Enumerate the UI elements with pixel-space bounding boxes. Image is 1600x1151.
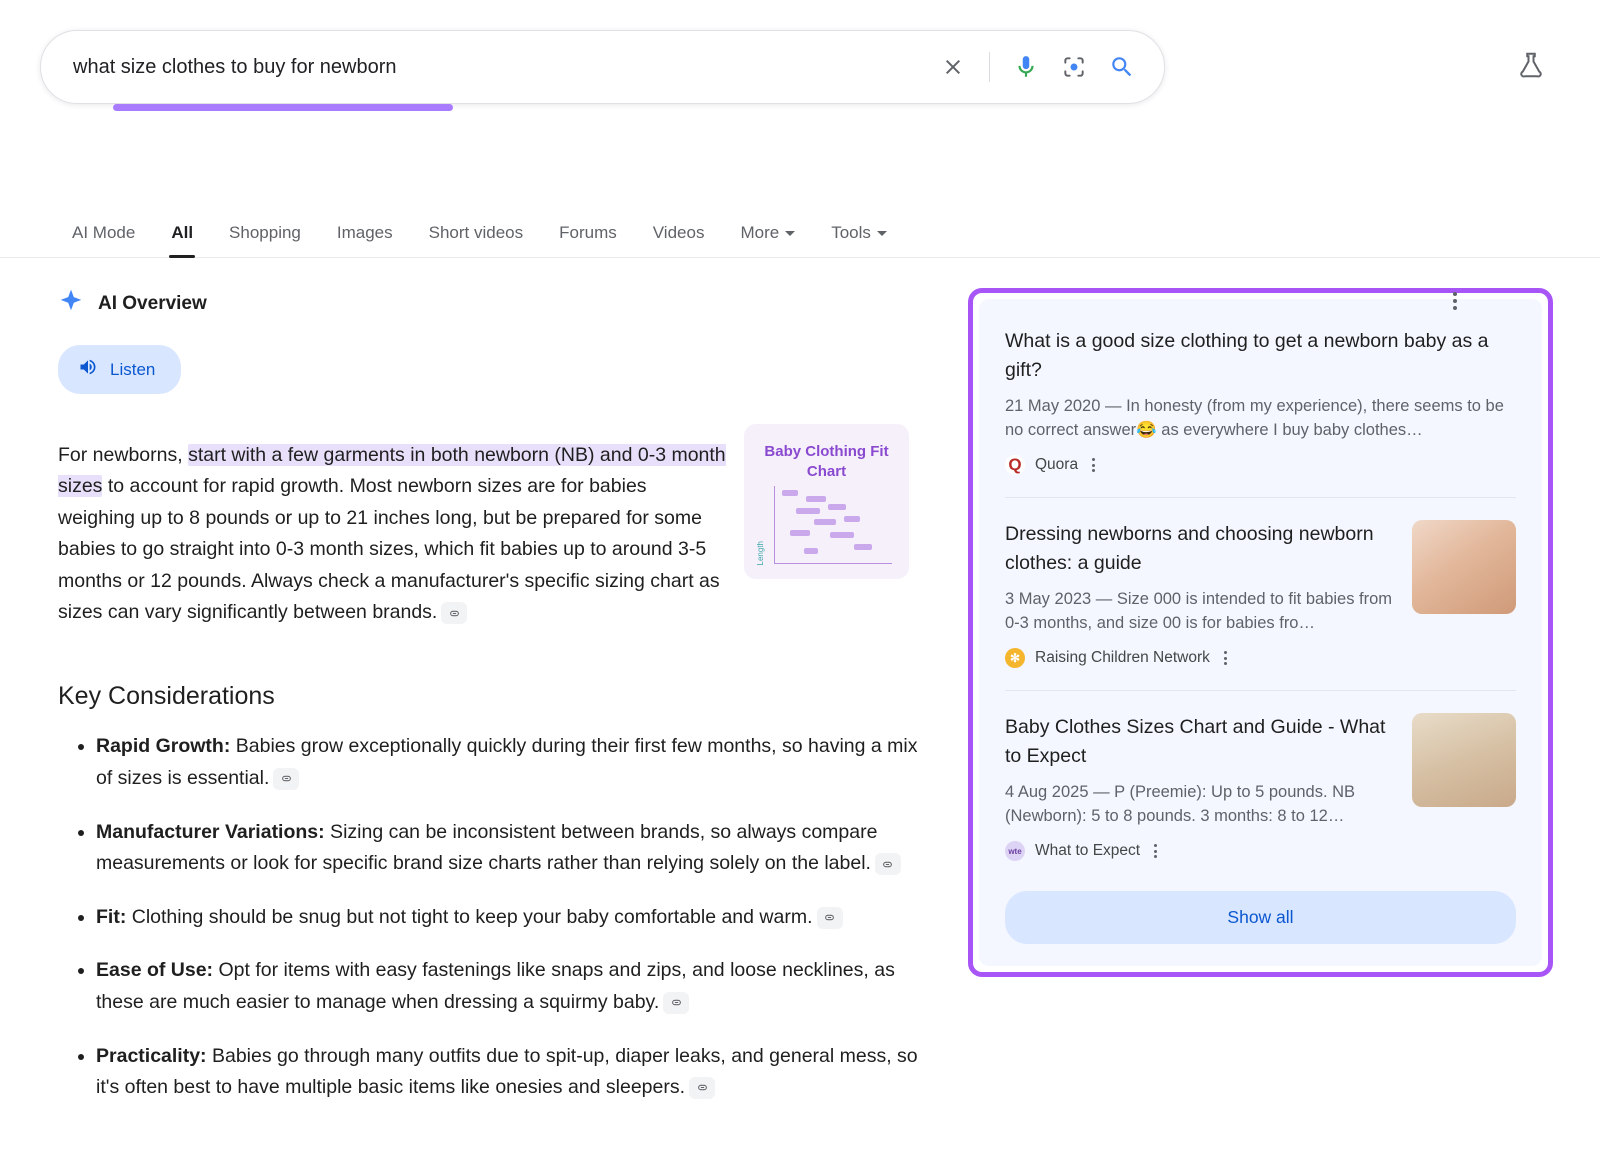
source-link-icon[interactable] [817, 907, 843, 929]
top-bar [0, 0, 1600, 180]
key-considerations-list [58, 731, 918, 1103]
list-item [96, 902, 918, 934]
source-footer [1005, 455, 1516, 475]
consideration-term: Manufacturer Variations: [96, 820, 325, 843]
list-item[interactable] [1005, 690, 1516, 883]
list-item[interactable] [1005, 497, 1516, 690]
source-more-options-icon[interactable] [1150, 842, 1161, 860]
tab-label: Short videos [428, 223, 524, 242]
tab-short-videos[interactable] [415, 223, 538, 257]
list-item[interactable] [1005, 327, 1516, 497]
listen-button[interactable] [58, 345, 181, 394]
paragraph-rest: to account for rapid growth. Most newborn sizes are for babies weighing up to 8 pounds or up to 21 inches long, but be prepared for some babies to go straight into 0-3 month sizes, which fit babies up to around 3-5 months or 12 pounds. Always check a manufacturer's specific sizing chart as sizes can vary significantly between brands. [58, 475, 720, 624]
ai-overview-more-options-icon[interactable] [1444, 290, 1466, 312]
thumbnail-datapoint [806, 496, 826, 502]
source-link-icon[interactable] [273, 768, 299, 790]
key-considerations-heading: Key Considerations [58, 682, 275, 711]
thumbnail-datapoint [782, 490, 798, 496]
consideration-term: Ease of Use: [96, 959, 214, 982]
consideration-term: Fit: [96, 905, 127, 928]
thumbnail-datapoint [854, 544, 872, 550]
source-more-options-icon[interactable] [1220, 649, 1231, 667]
source-snippet: 21 May 2020 — In honesty (from my experience), there seems to be no correct answer😂 as everywhere I buy baby clothes… [1005, 396, 1504, 440]
tab-label: Tools [831, 223, 871, 242]
sources-panel [979, 299, 1542, 966]
quora-favicon-icon: Q [1005, 455, 1025, 475]
paragraph-lead: For newborns, [58, 443, 189, 466]
chevron-down-icon [785, 231, 795, 236]
tab-label: Videos [652, 223, 705, 242]
source-site-name: Quora [1035, 456, 1079, 473]
consideration-text: Clothing should be snug but not tight to keep your baby comfortable and warm. [126, 905, 813, 928]
thumbnail-axis-line [774, 563, 892, 564]
search-icon[interactable] [1098, 43, 1146, 91]
ai-overview-title: AI Overview [98, 292, 207, 314]
consideration-term: Practicality: [96, 1044, 207, 1067]
show-all-button[interactable]: Show all [1005, 891, 1516, 944]
lens-camera-icon[interactable] [1050, 43, 1098, 91]
list-item [96, 731, 918, 794]
source-link-icon[interactable] [663, 992, 689, 1014]
list-item [96, 817, 918, 880]
what-to-expect-favicon-icon: wte [1005, 841, 1025, 861]
tab-label: More [740, 223, 780, 242]
tab-ai-mode[interactable] [58, 223, 149, 257]
source-link-icon[interactable] [875, 853, 901, 875]
tab-videos[interactable] [639, 223, 719, 257]
search-divider [989, 52, 990, 82]
thumbnail-datapoint [830, 532, 854, 538]
tab-label: Forums [559, 223, 617, 242]
source-body [1005, 327, 1516, 475]
search-underline-highlight [113, 104, 453, 111]
tab-forums[interactable] [545, 223, 631, 257]
ai-paragraph-row [58, 420, 958, 648]
thumbnail-datapoint [814, 519, 836, 525]
source-snippet: 3 May 2023 — Size 000 is intended to fit babies from 0-3 months, and size 00 is for babies fro… [1005, 589, 1393, 633]
thumbnail-y-axis-label: Length [756, 540, 765, 565]
source-snippet: 4 Aug 2025 — P (Preemie): Up to 5 pounds. NB (Newborn): 5 to 8 pounds. 3 months: 8 to 12… [1005, 782, 1356, 826]
ai-overview-paragraph [58, 440, 728, 629]
thumbnail-datapoint [790, 530, 810, 536]
source-site-name: What to Expect [1035, 842, 1141, 859]
consideration-text: Sizing can be inconsistent between brands, so always compare measurements or look for specific brand size charts rather than relying solely on the label. [96, 820, 878, 875]
source-title[interactable]: What is a good size clothing to get a newborn baby as a gift? [1005, 330, 1489, 382]
paragraph-highlight: start with a few garments in both newborn (NB) and 0-3 month sizes [58, 443, 726, 498]
thumbnail-datapoint [844, 516, 860, 522]
sources-column [958, 288, 1558, 1126]
source-footer [1005, 841, 1396, 861]
source-title[interactable]: Dressing newborns and choosing newborn clothes: a guide [1005, 523, 1374, 575]
thumbnail-axis-line [774, 486, 775, 564]
voice-search-icon[interactable] [1002, 43, 1050, 91]
speaker-icon [78, 357, 98, 382]
ai-overview-column [58, 288, 958, 1126]
consideration-text: Babies grow exceptionally quickly during their first few months, so having a mix of sizes is essential. [96, 735, 918, 790]
ai-overview-header [58, 288, 1528, 319]
tab-shopping[interactable] [215, 223, 315, 257]
tab-all[interactable] [157, 223, 207, 257]
thumbnail-title: Baby Clothing Fit Chart [764, 443, 889, 480]
clear-icon[interactable] [929, 43, 977, 91]
search-box[interactable] [40, 30, 1165, 104]
search-input[interactable] [41, 56, 929, 79]
source-body [1005, 520, 1396, 668]
source-more-options-icon[interactable] [1088, 456, 1099, 474]
source-link-icon[interactable] [689, 1077, 715, 1099]
raising-children-favicon-icon: ✻ [1005, 648, 1025, 668]
source-link-icon[interactable] [441, 602, 467, 624]
tab-label: Shopping [229, 223, 301, 242]
consideration-term: Rapid Growth: [96, 735, 231, 758]
list-item [96, 1041, 918, 1104]
tab-label: AI Mode [72, 223, 136, 242]
sources-panel-outline [968, 288, 1553, 977]
listen-label: Listen [110, 359, 156, 379]
list-item [96, 955, 918, 1018]
source-thumbnail-image[interactable] [1412, 713, 1516, 807]
labs-flask-icon[interactable] [1514, 48, 1548, 82]
thumbnail-datapoint [804, 548, 818, 554]
consideration-text: Opt for items with easy fastenings like snaps and zips, and loose necklines, as these are much easier to manage when dressing a squirmy baby. [96, 959, 895, 1013]
tab-label: All [171, 223, 194, 242]
chevron-down-icon [877, 231, 887, 236]
tab-tools[interactable] [817, 223, 901, 257]
consideration-text: Babies go through many outfits due to spit-up, diaper leaks, and general mess, so it's often best to have multiple basic items like onesies and sleepers. [96, 1044, 918, 1099]
source-footer [1005, 648, 1396, 668]
source-title[interactable]: Baby Clothes Sizes Chart and Guide - What to Expect [1005, 716, 1386, 768]
tab-more[interactable] [726, 223, 809, 257]
source-thumbnail-image[interactable] [1412, 520, 1516, 614]
source-body [1005, 713, 1396, 861]
tab-images[interactable] [323, 223, 407, 257]
baby-clothing-fit-chart-thumbnail[interactable] [744, 424, 909, 579]
results-content [0, 258, 1600, 1126]
source-site-name: Raising Children Network [1035, 649, 1210, 666]
thumbnail-datapoint [796, 508, 820, 514]
thumbnail-datapoint [828, 504, 846, 510]
search-tabs [0, 206, 1600, 258]
ai-sparkle-icon [58, 288, 84, 319]
tab-label: Images [336, 223, 393, 242]
